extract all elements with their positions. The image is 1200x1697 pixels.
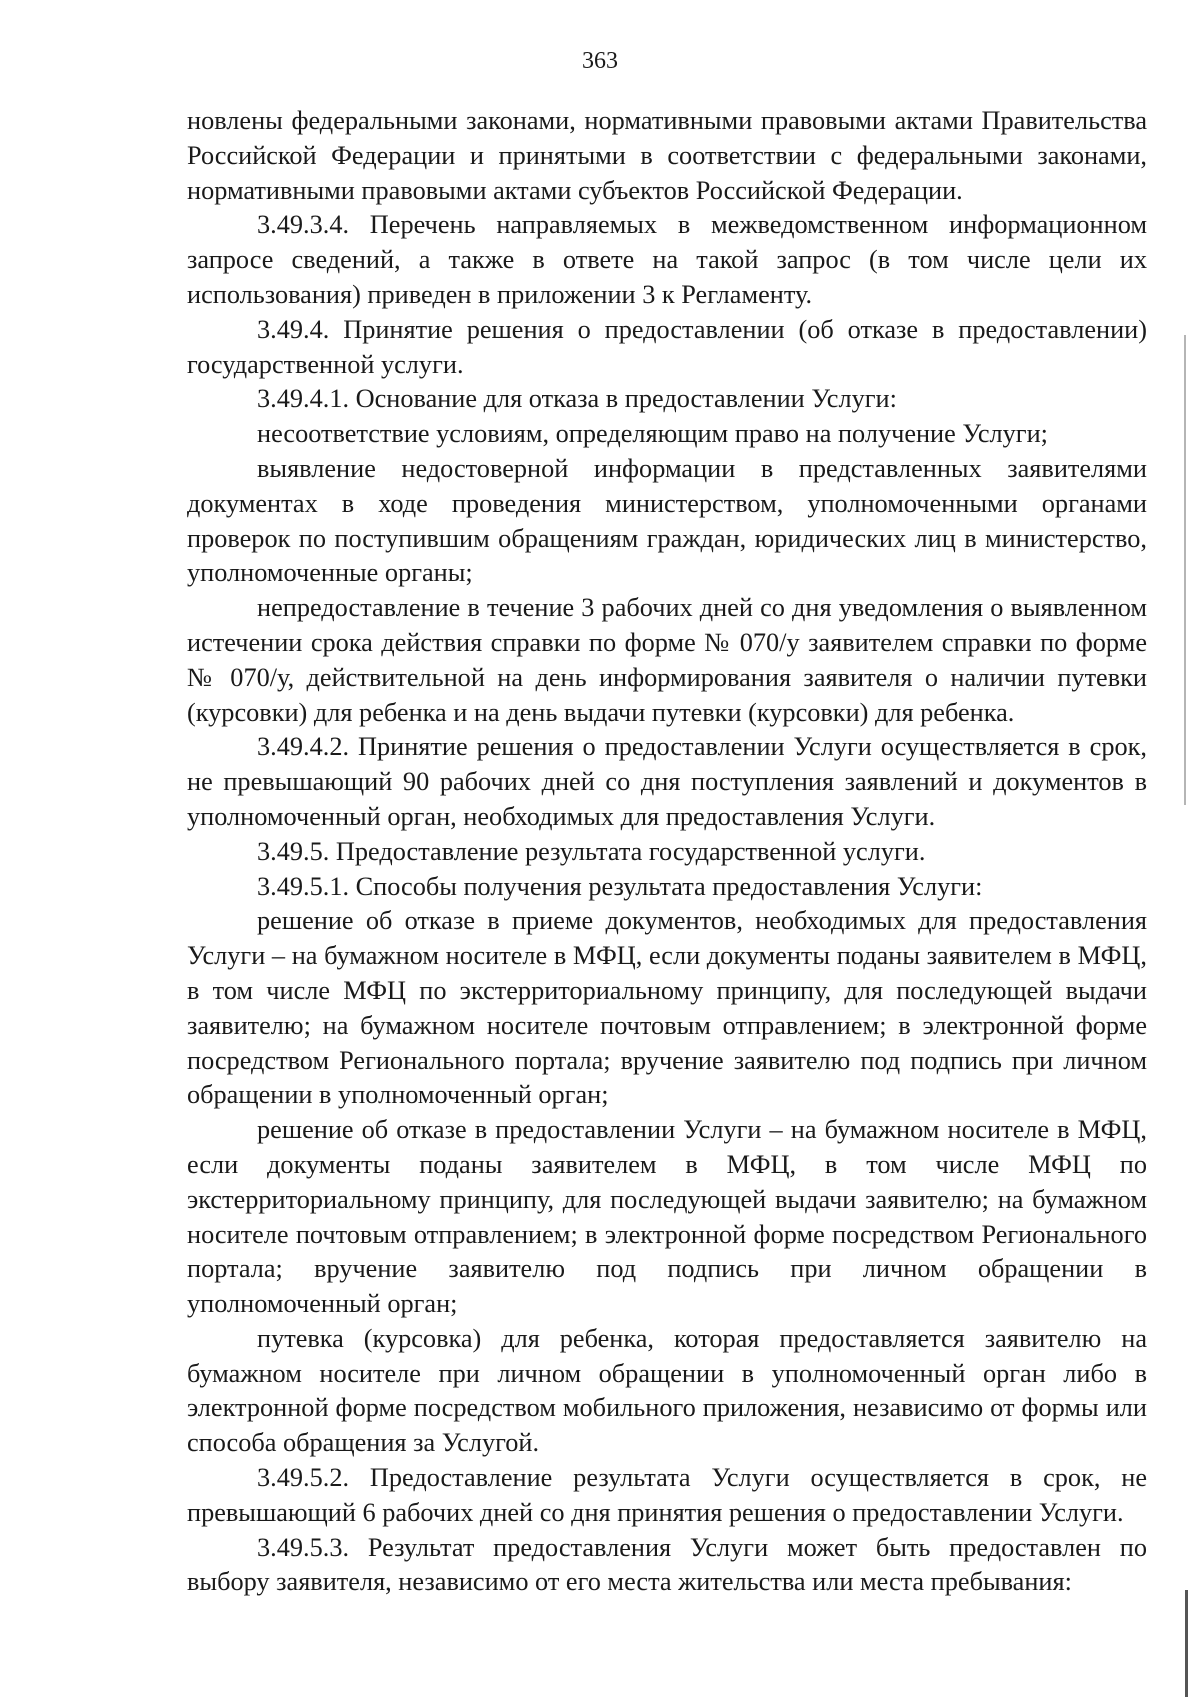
paragraph-3-49-5-2: 3.49.5.2. Предоставление результата Услуги осуществляется в срок, не превышающий 6 рабочих дней со дня принятия решения о предоставлении Услуги. <box>187 1463 1147 1527</box>
page-number: 363 <box>582 48 618 74</box>
document-body <box>187 104 1147 1600</box>
list-item-result-1: решение об отказе в приеме документов, необходимых для предоставления Услуги – на бумажном носителе в МФЦ, если документы поданы заявителем в МФЦ, в том числе МФЦ по экстерриториальному принципу, для последующей выдачи заявителю; на бумажном носителе почтовым отправлением; в электронной форме посредством Регионального портала; вручение заявителю под подпись при личном обращении в уполномоченный орган; <box>187 906 1147 1110</box>
scan-edge-mark <box>1185 1590 1188 1697</box>
paragraph-3-49-5: 3.49.5. Предоставление результата государственной услуги. <box>257 836 926 866</box>
list-item-result-3: путевка (курсовка) для ребенка, которая предоставляется заявителю на бумажном носителе при личном обращении в уполномоченный орган либо в электронной форме посредством мобильного приложения, независимо от формы или способа обращения за Услугой. <box>187 1323 1147 1458</box>
list-item-refusal-2: выявление недостоверной информации в представленных заявителями документах в ходе проведения министерством, уполномоченными органами проверок по поступившим обращениям граждан, юридических лиц в министерство, уполномоченные органы; <box>187 453 1147 588</box>
paragraph-3-49-5-3: 3.49.5.3. Результат предоставления Услуги может быть предоставлен по выбору заявителя, независимо от его места жительства или места пребывания: <box>187 1532 1147 1597</box>
paragraph-3-49-4-1: 3.49.4.1. Основание для отказа в предоставлении Услуги: <box>257 384 897 414</box>
list-item-refusal-3: непредоставление в течение 3 рабочих дней со дня уведомления о выявленном истечении срока действия справки по форме № 070/у заявителем справки по форме № 070/у, действительной на день информирования заявителя о наличии путевки (курсовки) для ребенка и на день выдачи путевки (курсовки) для ребенка. <box>187 593 1147 727</box>
paragraph-3-49-4: 3.49.4. Принятие решения о предоставлении (об отказе в предоставлении) государственной услуги. <box>187 314 1147 379</box>
paragraph-3-49-5-1: 3.49.5.1. Способы получения результата предоставления Услуги: <box>257 871 983 901</box>
paragraph-3-49-4-2: 3.49.4.2. Принятие решения о предоставлении Услуги осуществляется в срок, не превышающий 90 рабочих дней со дня поступления заявлений и документов в уполномоченный орган, необходимых для предоставления Услуги. <box>187 732 1147 831</box>
list-item-refusal-1: несоответствие условиям, определяющим право на получение Услуги; <box>257 419 1048 449</box>
list-item-result-2: решение об отказе в предоставлении Услуги – на бумажном носителе в МФЦ, если документы поданы заявителем в МФЦ, в том числе МФЦ по экстерриториальному принципу, для последующей выдачи заявителю; на бумажном носителе почтовым отправлением; в электронной форме посредством Регионального портала; вручение заявителю под подпись при личном обращении в уполномоченный орган; <box>187 1115 1147 1319</box>
paragraph-continuation: новлены федеральными законами, нормативными правовыми актами Правительства Российской Федерации и принятыми в соответствии с федеральными законами, нормативными правовыми актами субъектов Российской Федерации. <box>187 106 1147 205</box>
scan-edge-mark <box>1184 335 1186 805</box>
paragraph-3-49-3-4: 3.49.3.4. Перечень направляемых в межведомственном информационном запросе сведений, а также в ответе на такой запрос (в том числе цели их использования) приведен в приложении 3 к Регламенту. <box>187 210 1147 309</box>
